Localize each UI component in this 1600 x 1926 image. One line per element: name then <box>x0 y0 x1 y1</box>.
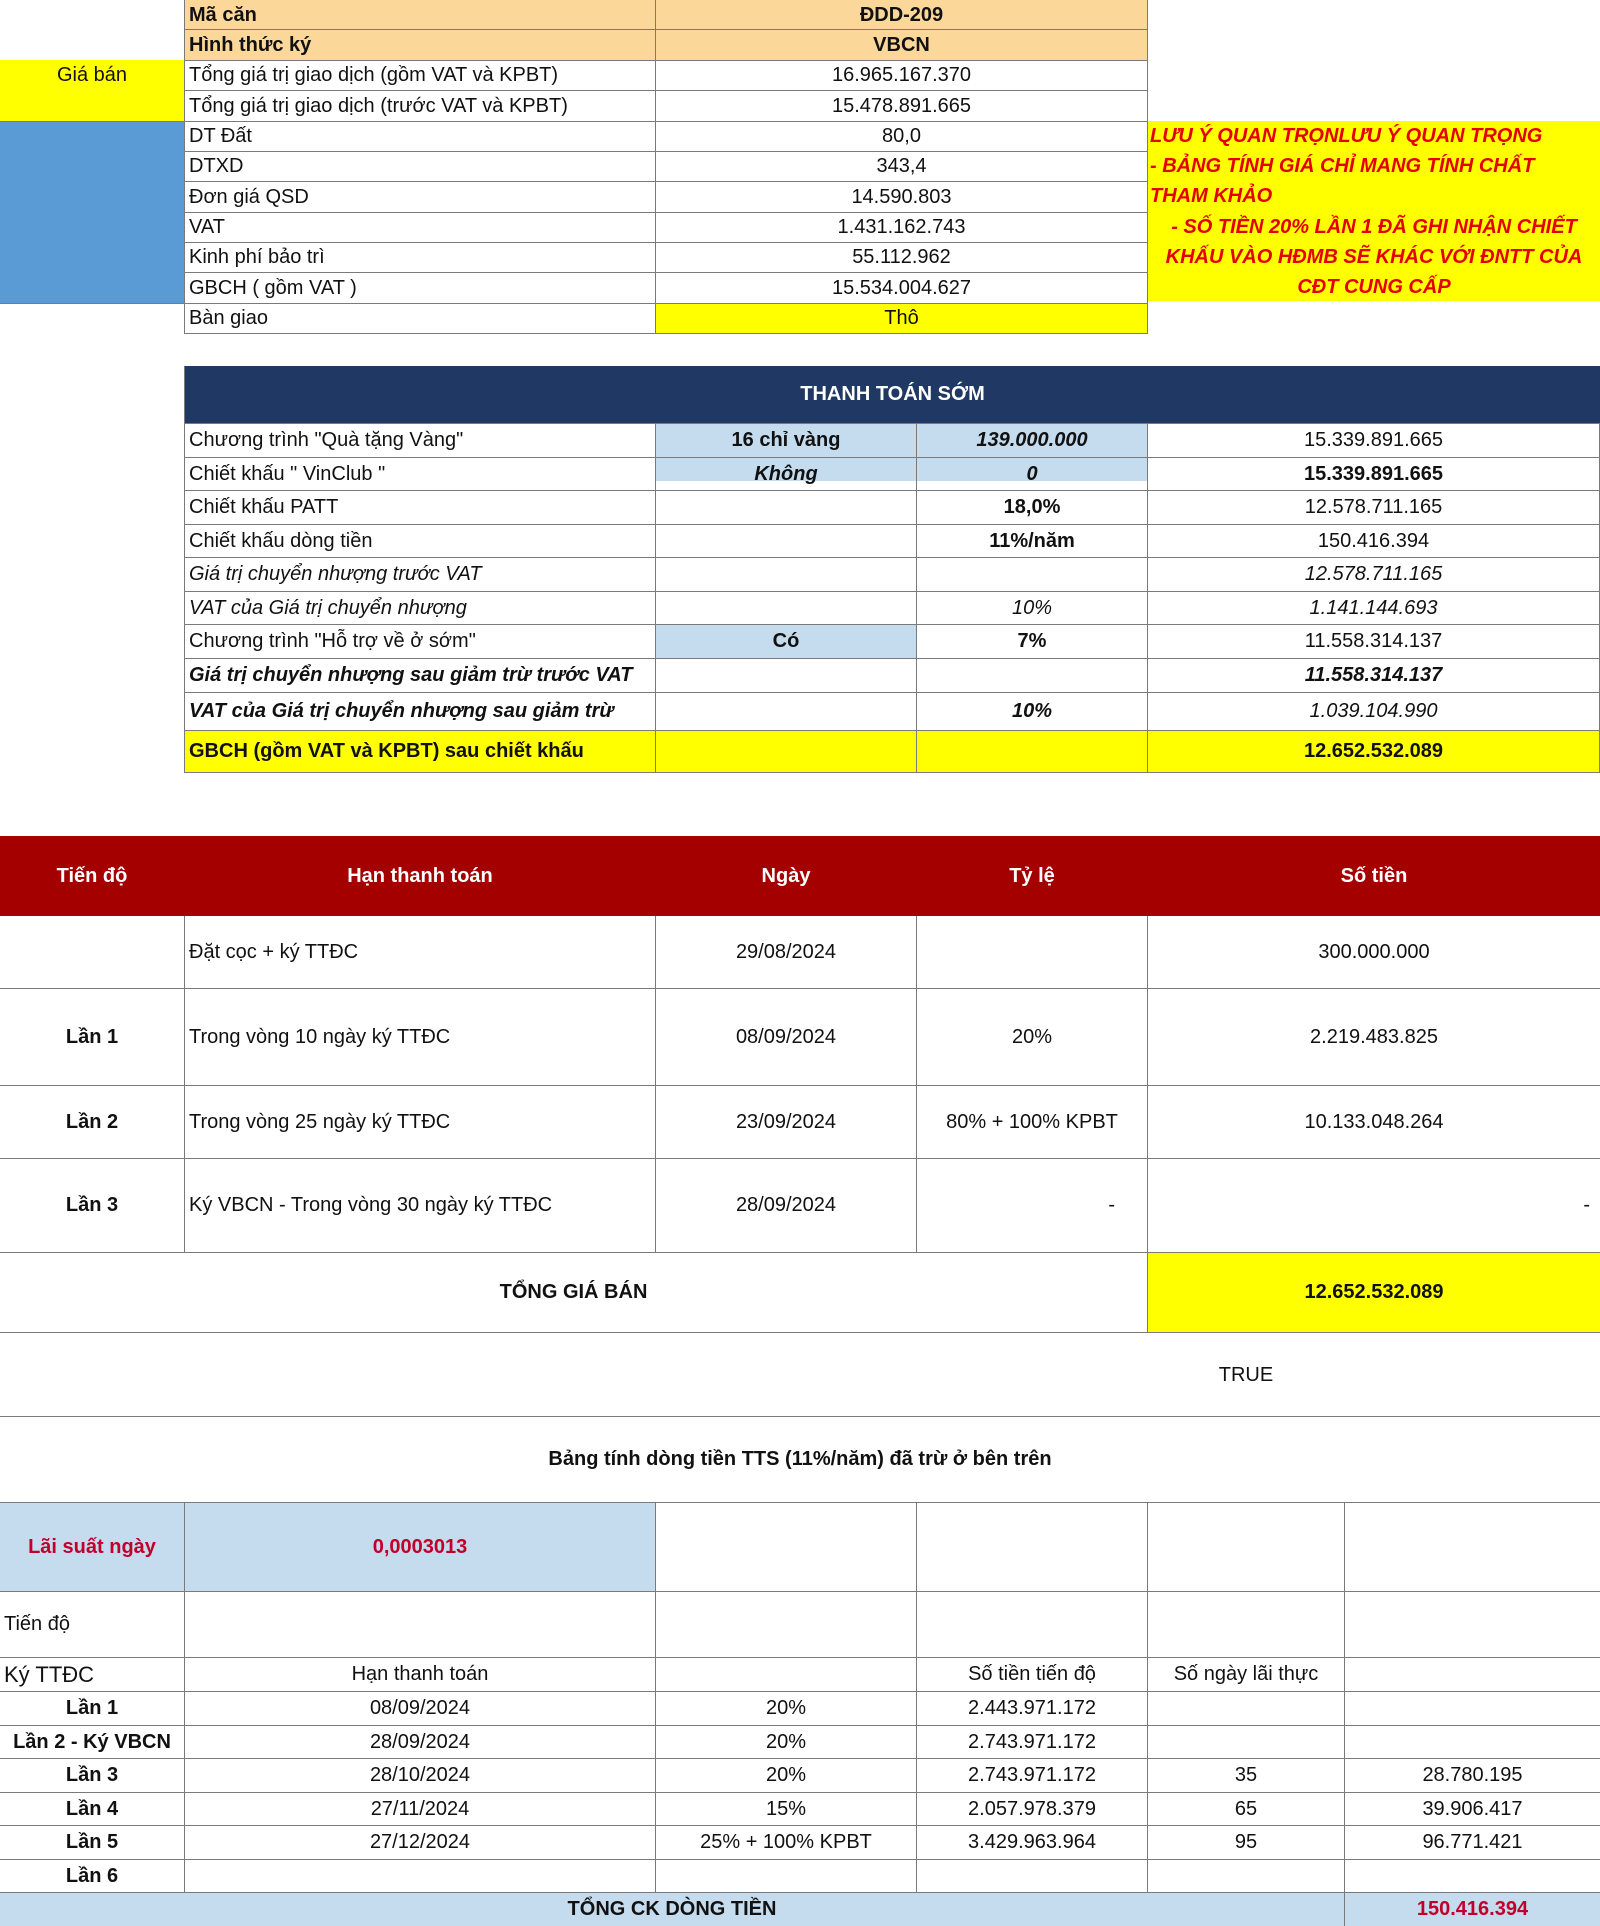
note-line-4: - SỐ TIỀN 20% LẦN 1 ĐÃ GHI NHẬN CHIẾT <box>1171 216 1577 238</box>
handover-label: Bàn giao <box>189 307 268 329</box>
stage-1-label: Lần 1 <box>65 1025 119 1048</box>
patt-rate: 18,0% <box>1003 496 1061 518</box>
maintenance-fee-value: 55.112.962 <box>852 246 951 268</box>
daily-rate-label: Lãi suất ngày <box>28 1535 156 1558</box>
transfer-vat-rate: 10% <box>1011 596 1053 619</box>
total-excl-vat-label: Tổng giá trị giao dịch (trước VAT và KPBT) <box>189 94 568 117</box>
cf-row-2-stage: Lần 2 - Ký VBCN <box>13 1730 171 1753</box>
stage-2-amount: 10.133.048.264 <box>1304 1110 1444 1133</box>
stage-3-rate: - <box>1108 1194 1115 1216</box>
cashflow-discount-rate: 11%/năm <box>989 529 1075 552</box>
total-excl-vat-value: 15.478.891.665 <box>831 94 972 117</box>
total-incl-vat-value: 16.965.167.370 <box>831 64 972 86</box>
stage-2-date: 23/09/2024 <box>735 1110 837 1133</box>
land-price-value: 14.590.803 <box>851 185 952 208</box>
after-deduction-vat-rate: 10% <box>1011 700 1053 722</box>
early-move-rate: 7% <box>1017 630 1047 652</box>
handover-value: Thô <box>884 307 919 329</box>
transfer-vat-result: 1.141.144.693 <box>1309 596 1438 619</box>
gbch-label: GBCH ( gồm VAT ) <box>189 276 357 299</box>
final-gbch-label: GBCH (gồm VAT và KPBT) sau chiết khấu <box>189 740 584 762</box>
land-area-label: DT Đất <box>189 125 252 147</box>
hinh-thuc-ky-value: VBCN <box>873 33 930 56</box>
col-progress: Tiến độ <box>56 864 128 887</box>
cf-row-4-rate: 15% <box>765 1797 807 1820</box>
gold-gift-amount: 139.000.000 <box>976 429 1088 451</box>
deposit-term: Đặt cọc + ký TTĐC <box>189 941 359 963</box>
schedule-total-value: 12.652.532.089 <box>1304 1281 1444 1303</box>
early-move-result: 11.558.314.137 <box>1304 630 1443 652</box>
cf-row-5-rate: 25% + 100% KPBT <box>700 1831 872 1853</box>
after-deduction-vat-result: 1.039.104.990 <box>1309 700 1438 722</box>
cashflow-discount-label: Chiết khấu dòng tiền <box>189 529 373 552</box>
stage-2-label: Lần 2 <box>65 1110 119 1133</box>
total-incl-vat-label: Tổng giá trị giao dịch (gồm VAT và KPBT) <box>189 64 559 86</box>
col-date: Ngày <box>761 864 811 887</box>
stage-3-date: 28/09/2024 <box>735 1194 837 1216</box>
gia-ban-label: Giá bán <box>56 63 128 86</box>
important-note <box>1148 121 1600 301</box>
built-area-value: 343,4 <box>876 155 927 177</box>
stage-3-term: Ký VBCN - Trong vòng 30 ngày ký TTĐC <box>189 1194 553 1216</box>
cf-row-5-interest: 96.771.421 <box>1422 1831 1523 1853</box>
cashflow-col-amount: Số tiền tiến độ <box>968 1663 1096 1685</box>
cashflow-discount-result: 150.416.394 <box>1317 529 1430 552</box>
early-payment-header: THANH TOÁN SỚM <box>185 366 1600 423</box>
gold-gift-qty: 16 chỉ vàng <box>731 429 841 451</box>
cashflow-col-term: Hạn thanh toán <box>351 1663 489 1685</box>
after-deduction-result: 11.558.314.137 <box>1304 664 1443 686</box>
gold-gift-result: 15.339.891.665 <box>1303 429 1444 451</box>
patt-label: Chiết khấu PATT <box>189 496 339 518</box>
early-move-label: Chương trình "Hỗ trợ về ở sớm" <box>189 630 476 652</box>
cf-row-2-rate: 20% <box>765 1730 807 1753</box>
note-line-5: KHẤU VÀO HĐMB SẼ KHÁC VỚI ĐNTT CỦA <box>1165 246 1583 268</box>
stage-1-amount: 2.219.483.825 <box>1310 1025 1438 1048</box>
cf-row-5-stage: Lần 5 <box>65 1831 119 1853</box>
cf-row-3-stage: Lần 3 <box>65 1764 119 1786</box>
cf-row-3-rate: 20% <box>765 1764 807 1786</box>
cf-row-2-date: 28/09/2024 <box>369 1730 471 1753</box>
deposit-date: 29/08/2024 <box>735 941 837 963</box>
cf-row-1-amount: 2.443.971.172 <box>968 1697 1096 1719</box>
land-price-label: Đơn giá QSD <box>189 185 309 208</box>
col-amount: Số tiền <box>1340 864 1408 887</box>
gold-gift-label: Chương trình "Quà tặng Vàng" <box>189 429 464 451</box>
cashflow-total-value: 150.416.394 <box>1416 1898 1529 1920</box>
col-rate: Tỷ lệ <box>1009 864 1055 887</box>
stage-3-label: Lần 3 <box>65 1194 119 1216</box>
cashflow-title: Bảng tính dòng tiền TTS (11%/năm) đã trừ ở bên trên <box>548 1448 1052 1470</box>
cf-row-4-days: 65 <box>1234 1797 1258 1820</box>
cashflow-col-sign: Ký TTĐC <box>4 1661 95 1687</box>
cf-row-2-amount: 2.743.971.172 <box>968 1730 1096 1753</box>
cf-row-1-stage: Lần 1 <box>65 1697 119 1719</box>
cf-row-4-interest: 39.906.417 <box>1422 1797 1523 1820</box>
note-line-3: THAM KHẢO <box>1150 185 1273 207</box>
stage-1-rate: 20% <box>1011 1025 1053 1048</box>
cf-row-1-rate: 20% <box>765 1697 807 1719</box>
transfer-value-label: Giá trị chuyển nhượng trước VAT <box>189 563 482 585</box>
vinclub-result: 15.339.891.665 <box>1303 462 1444 485</box>
cf-row-5-date: 27/12/2024 <box>369 1831 471 1853</box>
note-title: LƯU Ý QUAN TRỌNLƯU Ý QUAN TRỌNG <box>1150 125 1543 147</box>
vat-label: VAT <box>189 216 225 238</box>
cf-row-4-date: 27/11/2024 <box>370 1797 470 1820</box>
cf-row-3-interest: 28.780.195 <box>1422 1764 1523 1786</box>
deposit-amount: 300.000.000 <box>1318 941 1430 963</box>
cashflow-progress-label: Tiến độ <box>4 1613 70 1635</box>
stage-2-term: Trong vòng 25 ngày ký TTĐC <box>189 1110 451 1133</box>
cf-row-1-date: 08/09/2024 <box>369 1697 471 1719</box>
patt-result: 12.578.711.165 <box>1304 496 1443 518</box>
stage-2-rate: 80% + 100% KPBT <box>946 1110 1118 1133</box>
vinclub-option: Không <box>754 462 818 485</box>
transfer-value-result: 12.578.711.165 <box>1304 563 1443 585</box>
blue-side-cell <box>0 121 184 303</box>
note-line-6: CĐT CUNG CẤP <box>1297 276 1451 298</box>
gbch-value: 15.534.004.627 <box>831 276 972 299</box>
early-move-option: Có <box>772 630 800 652</box>
ma-can-label: Mã căn <box>189 3 257 26</box>
cashflow-total-label: TỔNG CK DÒNG TIỀN <box>567 1898 777 1920</box>
col-deadline: Hạn thanh toán <box>347 864 493 887</box>
stage-1-term: Trong vòng 10 ngày ký TTĐC <box>189 1025 451 1048</box>
hinh-thuc-ky-label: Hình thức ký <box>189 33 312 56</box>
maintenance-fee-label: Kinh phí bảo trì <box>189 246 325 268</box>
vinclub-label: Chiết khấu " VinClub " <box>189 462 386 485</box>
land-area-value: 80,0 <box>882 125 921 147</box>
cf-row-4-stage: Lần 4 <box>65 1797 119 1820</box>
cf-row-3-amount: 2.743.971.172 <box>968 1764 1096 1786</box>
after-deduction-vat-label: VAT của Giá trị chuyển nhượng sau giảm trừ <box>189 700 614 722</box>
cf-row-5-amount: 3.429.963.964 <box>968 1831 1096 1853</box>
transfer-vat-label: VAT của Giá trị chuyển nhượng <box>189 596 467 619</box>
vat-value: 1.431.162.743 <box>837 216 966 238</box>
cf-row-4-amount: 2.057.978.379 <box>968 1797 1096 1820</box>
stage-1-date: 08/09/2024 <box>735 1025 837 1048</box>
stage-3-amount: - <box>1583 1194 1590 1216</box>
cf-row-6-stage: Lần 6 <box>65 1864 119 1887</box>
built-area-label: DTXD <box>189 155 244 177</box>
ma-can-value: ĐDD-209 <box>859 3 944 26</box>
vinclub-amount: 0 <box>1026 462 1038 485</box>
daily-rate-value: 0,0003013 <box>372 1535 468 1558</box>
cf-row-3-days: 35 <box>1234 1764 1258 1786</box>
final-gbch-value: 12.652.532.089 <box>1303 740 1444 762</box>
after-deduction-label: Giá trị chuyển nhượng sau giảm trừ trước VAT <box>189 664 633 686</box>
cashflow-col-days: Số ngày lãi thực <box>1173 1663 1319 1685</box>
note-line-2: - BẢNG TÍNH GIÁ CHỈ MANG TÍNH CHẤT <box>1150 155 1535 177</box>
cf-row-3-date: 28/10/2024 <box>369 1764 471 1786</box>
cf-row-5-days: 95 <box>1234 1831 1258 1853</box>
check-flag: TRUE <box>1218 1363 1274 1386</box>
schedule-total-label: TỔNG GIÁ BÁN <box>499 1281 648 1303</box>
